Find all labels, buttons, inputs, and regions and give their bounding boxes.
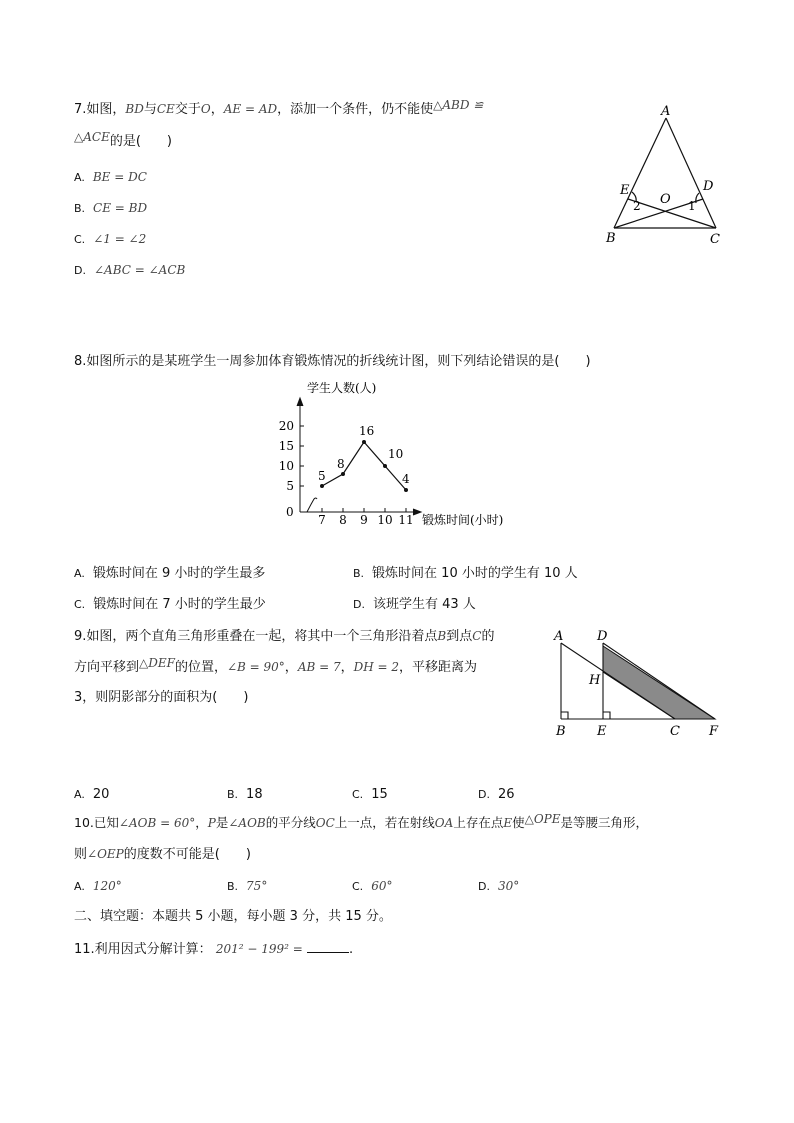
q9-option-a[interactable]: A. 20 (74, 787, 110, 802)
label-h: H (589, 673, 601, 688)
label-o: O (660, 192, 671, 207)
x-axis-arrow (413, 509, 421, 515)
x-axis-label: 锻炼时间(小时) (422, 513, 504, 527)
angle-arc-1 (696, 193, 699, 203)
q8-option-c[interactable]: C. 锻炼时间在 7 小时的学生最少 (74, 597, 266, 612)
q8-option-b[interactable]: B. 锻炼时间在 10 小时的学生有 10 人 (353, 566, 578, 581)
label-a: A (554, 629, 564, 644)
q7-triangle-figure (600, 100, 740, 250)
label-d: D (597, 629, 608, 644)
q7-option-b[interactable]: B. CE = BD (74, 201, 148, 215)
q7-line1: 7.如图，BD与CE交于O，AE = AD，添加一个条件，仍不能使△ABD ≌ (74, 98, 484, 117)
q8-option-d[interactable]: D. 该班学生有 43 人 (353, 597, 476, 612)
q7-line2: △ACE的是( ) (74, 130, 172, 149)
q9-line3: 3，则阴影部分的面积为( ) (74, 690, 249, 705)
data-point (383, 464, 387, 468)
label-b: B (556, 724, 566, 739)
q10-option-c[interactable]: C. 60° (352, 879, 393, 893)
q9-triangles-figure (548, 625, 728, 745)
q10-option-d[interactable]: D. 30° (478, 879, 520, 893)
axis-break (307, 498, 317, 512)
data-label: 8 (337, 457, 345, 471)
label-e: E (597, 724, 607, 739)
right-angle-e (603, 712, 610, 719)
q8-stem: 8.如图所示的是某班学生一周参加体育锻炼情况的折线统计图，则下列结论错误的是( ) (74, 354, 591, 369)
segment-ce (628, 199, 716, 228)
q7-option-c[interactable]: C. ∠1 = ∠2 (74, 232, 147, 246)
segment-ac (561, 643, 675, 719)
y-axis-arrow (297, 398, 303, 406)
data-label: 16 (359, 424, 375, 438)
x-tick-label: 9 (360, 513, 368, 527)
data-label: 5 (318, 469, 326, 483)
data-point (320, 484, 324, 488)
origin-label: 0 (286, 505, 294, 519)
q9-line2: 方向平移到△DEF的位置，∠B = 90°，AB = 7，DH = 2，平移距离为 (74, 656, 478, 675)
q9-option-c[interactable]: C. 15 (352, 787, 388, 802)
y-axis-label: 学生人数(人) (307, 381, 377, 395)
y-tick-label: 20 (278, 419, 294, 433)
q8-line-chart (270, 378, 530, 533)
q9-option-d[interactable]: D. 26 (478, 787, 515, 802)
q10-line2: 则∠OEP的度数不可能是( ) (74, 847, 251, 862)
label-e: E (620, 183, 630, 198)
q9-option-b[interactable]: B. 18 (227, 787, 263, 802)
q7-option-a[interactable]: A. BE = DC (74, 170, 147, 184)
section-heading: 二、填空题：本题共 5 小题，每小题 3 分，共 15 分。 (74, 909, 392, 924)
q8-option-a[interactable]: A. 锻炼时间在 9 小时的学生最多 (74, 566, 266, 581)
y-tick-label: 15 (278, 439, 294, 453)
q7-option-d[interactable]: D. ∠ABC = ∠ACB (74, 263, 186, 277)
label-b: B (606, 231, 616, 246)
label-angle-2: 2 (633, 199, 641, 213)
x-tick-label: 7 (318, 513, 326, 527)
label-a: A (661, 104, 671, 119)
data-point (404, 488, 408, 492)
label-c: C (710, 232, 720, 247)
label-d: D (703, 179, 714, 194)
x-tick-label: 11 (398, 513, 414, 527)
data-label: 4 (402, 472, 410, 486)
q10-option-b[interactable]: B. 75° (227, 879, 268, 893)
right-angle-b (561, 712, 568, 719)
y-tick-label: 10 (278, 459, 294, 473)
data-label: 10 (388, 447, 404, 461)
label-angle-1: 1 (688, 199, 696, 213)
q11-line: 11.利用因式分解计算： 201² − 199² = . (74, 942, 354, 957)
x-tick-label: 10 (377, 513, 393, 527)
y-tick-label: 5 (286, 479, 294, 493)
q9-line1: 9.如图，两个直角三角形重叠在一起，将其中一个三角形沿着点B到点C的 (74, 629, 495, 644)
q10-option-a[interactable]: A. 120° (74, 879, 122, 893)
label-c: C (670, 724, 680, 739)
data-point (341, 472, 345, 476)
label-f: F (709, 724, 719, 739)
q10-line1: 10.已知∠AOB = 60°，P是∠AOB的平分线OC上一点，若在射线OA上存在点E使△OPE是等腰三角形， (74, 812, 649, 830)
data-point (362, 440, 366, 444)
x-tick-label: 8 (339, 513, 347, 527)
q11-answer-blank[interactable] (307, 940, 349, 953)
